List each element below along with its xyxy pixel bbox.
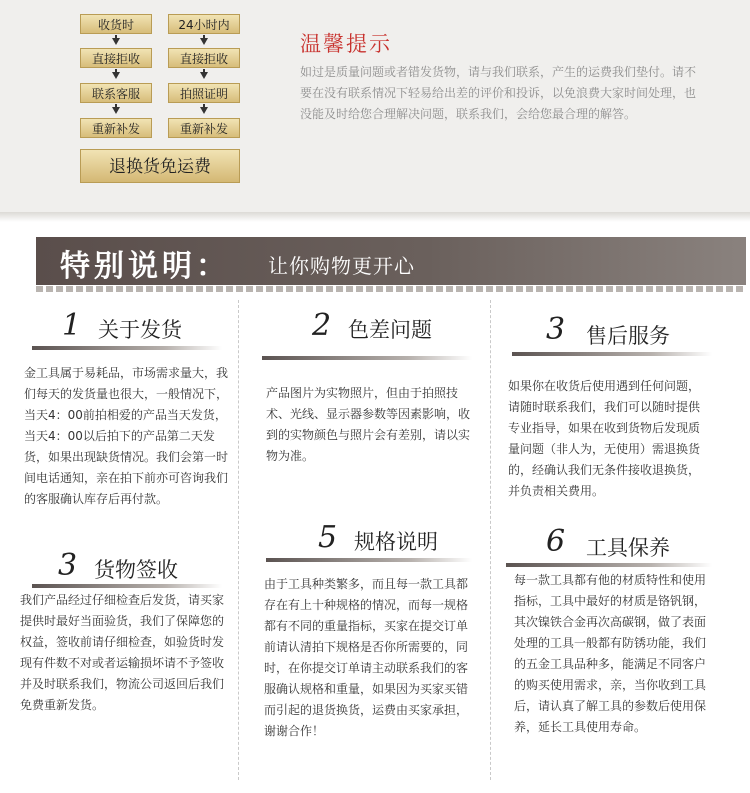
flow-left-step-2: 直接拒收 <box>80 48 152 68</box>
flow-right-step-3: 拍照证明 <box>168 83 240 103</box>
section-title: 工具保养 <box>586 536 670 560</box>
flow-left-step-3: 联系客服 <box>80 83 152 103</box>
banner-subtitle: 让你购物更开心 <box>268 254 415 278</box>
section-aftersales-header <box>546 312 716 352</box>
section-shipping-body: 金工具属于易耗品，市场需求量大，我们每天的发货量也很大，一般情况下，当天4：00前拍相爱的产品当天发货，当天4：00以后拍下的产品第二天发货，如果出现缺货情况。我们会第一时间电话通知，亲在拍下前亦可咨询我们的客服确认库存后再付款。 <box>24 366 229 506</box>
section-title: 售后服务 <box>586 324 670 348</box>
down-arrow-icon <box>112 107 120 114</box>
banner-title: 特别说明： <box>60 249 230 284</box>
notice-body: 如过是质量问题或者错发货物，请与我们联系，产生的运费我们垫付。请不要在没有联系情况下轻易给出差的评价和投诉，以免浪费大家时间处理，也没能及时给您合理解决问题，联系我们，会给您最合理的解答。 <box>300 65 697 121</box>
section-number: 5 <box>318 520 338 555</box>
section-color-body: 产品图片为实物照片，但由于拍照技术、光线、显示器参数等因素影响，收到的实物颜色与照片会有差别，请以实物为准。 <box>266 386 471 463</box>
section-number: 6 <box>546 524 566 559</box>
section-title: 色差问题 <box>348 318 432 342</box>
down-arrow-icon <box>112 72 120 79</box>
section-underline <box>266 558 472 562</box>
section-underline <box>32 346 222 350</box>
section-underline <box>512 352 712 356</box>
column-divider <box>490 300 491 780</box>
section-receipt-body: 我们产品经过仔细检查后发货，请买家提供时最好当面验货，我们了保障您的权益，签收前请仔细检查，如验货时发现有件数不对或者运输损坏请不予签收并及时联系我们，物流公司返回后我们免费重新发货。 <box>20 593 225 712</box>
banner-stripe <box>36 286 746 292</box>
flow-right-step-4: 重新补发 <box>168 118 240 138</box>
flow-left-step-1: 收货时 <box>80 14 152 34</box>
down-arrow-icon <box>200 38 208 45</box>
special-notes-banner <box>36 237 746 285</box>
section-shipping-header <box>62 308 232 348</box>
section-aftersales-body: 如果你在收货后使用遇到任何问题，请随时联系我们，我们可以随时提供专业指导，如果在收到货物后发现质量问题（非人为，无使用）需退换货的，经确认我们无条件接收退换货，并负责相关费用。 <box>508 379 701 498</box>
section-title: 货物签收 <box>94 558 178 582</box>
section-specs-header <box>318 520 488 560</box>
section-maintenance-header <box>546 524 716 564</box>
section-divider <box>0 212 750 222</box>
section-underline <box>506 563 712 567</box>
section-color-header <box>312 308 482 348</box>
down-arrow-icon <box>200 107 208 114</box>
down-arrow-icon <box>200 72 208 79</box>
section-number: 1 <box>62 308 82 343</box>
section-number: 3 <box>546 312 566 347</box>
section-title: 关于发货 <box>98 318 182 342</box>
section-number: 3 <box>58 548 78 583</box>
section-maintenance-body: 每一款工具都有他的材质特性和使用指标，工具中最好的材质是铬钒钢，其次镍铁合金再次高碳钢，做了表面处理的工具一般都有防锈功能，我们的五金工具品种多，能满足不同客户的购买使用需求，亲，当你收到工具后，请认真了解工具的参数后使用保养，延长工具使用寿命。 <box>514 573 707 734</box>
flow-right-step-1: 24小时内 <box>168 14 240 34</box>
section-underline <box>32 584 222 588</box>
flow-right-step-2: 直接拒收 <box>168 48 240 68</box>
flow-left-step-4: 重新补发 <box>80 118 152 138</box>
down-arrow-icon <box>112 38 120 45</box>
section-receipt-header <box>58 548 228 588</box>
section-number: 2 <box>312 308 332 343</box>
notice-title: 温馨提示 <box>300 32 392 56</box>
column-divider <box>238 300 239 780</box>
section-specs-body: 由于工具种类繁多，而且每一款工具都存在有上十种规格的情况，而每一规格都有不同的重量指标，买家在提交订单前请认清拍下规格是否你所需要的，同时，在你提交订单请主动联系我们的客服确认规格和重量，如果因为买家买错而引起的退货换货，运费由买家承担，谢谢合作！ <box>264 577 469 738</box>
section-underline <box>262 356 472 360</box>
free-return-shipping-badge: 退换货免运费 <box>80 149 240 183</box>
section-title: 规格说明 <box>354 530 438 554</box>
